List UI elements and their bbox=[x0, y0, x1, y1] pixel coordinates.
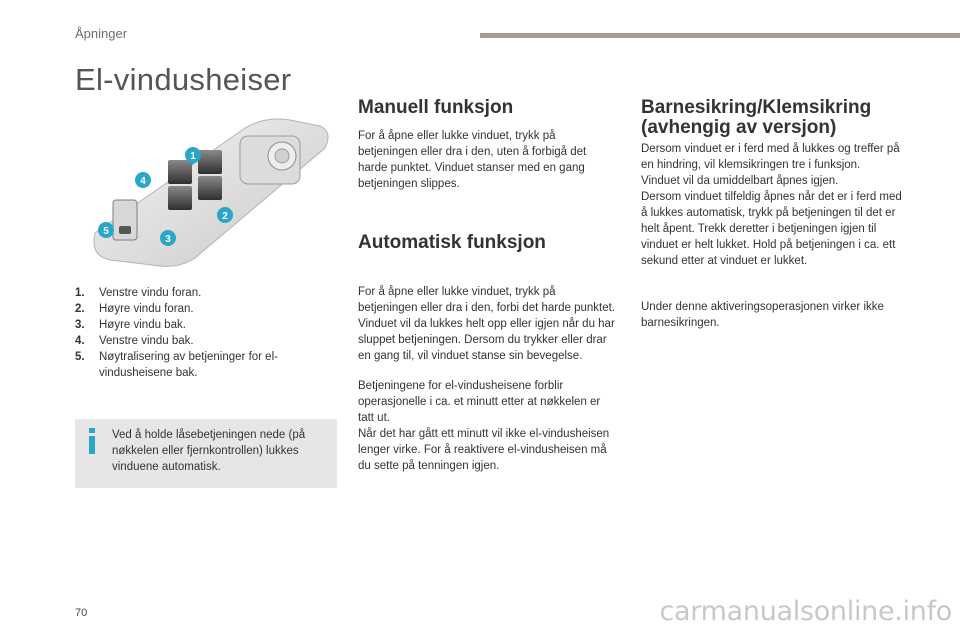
callout-2 bbox=[217, 207, 233, 223]
mirror-control bbox=[240, 136, 300, 184]
legend-item: 2. Høyre vindu foran. bbox=[75, 303, 194, 315]
callout-2-label: 2 bbox=[222, 211, 228, 222]
automatic-heading: Automatisk funksjon bbox=[358, 232, 546, 253]
manual-section bbox=[358, 98, 618, 192]
automatic-section bbox=[358, 233, 618, 474]
header-rule bbox=[480, 33, 960, 38]
legend-item: 3. Høyre vindu bak. bbox=[75, 319, 186, 331]
callout-5 bbox=[98, 222, 114, 238]
automatic-text-1: For å åpne eller lukke vinduet, trykk på betjeningen eller dra i den, forbi det harde punktet. Vinduet vil da lukkes helt opp eller igjen når du har sluppet betjeningen. Dersom du trykker eller drar en gang til, vil vinduet stanse sin bevegelse. bbox=[358, 286, 616, 362]
child-lock-heading-line1: Barnesikring/Klemsikring bbox=[641, 97, 872, 118]
info-text: Ved å holde låsebetjeningen nede (på nøkkelen eller fjernkontrollen) lukkes vinduene automatisk. bbox=[112, 429, 306, 473]
info-box bbox=[75, 419, 337, 488]
legend-list bbox=[75, 285, 337, 381]
callout-3-label: 3 bbox=[165, 234, 171, 245]
child-lock-text-4: Under denne aktiveringsoperasjonen virker ikke barnesikringen. bbox=[641, 301, 884, 329]
info-icon bbox=[85, 428, 99, 454]
automatic-text-2: Betjeningene for el-vindusheisene forblir operasjonelle i ca. et minutt etter at nøkkelen er tatt ut. bbox=[358, 380, 601, 424]
manual-text: For å åpne eller lukke vinduet, trykk på betjeningen eller dra i den, uten å forbigå det harde punktet. Vinduet stanser med en gang betjeningen slippes. bbox=[358, 130, 587, 190]
child-lock-section bbox=[641, 98, 911, 331]
callout-1-label: 1 bbox=[190, 151, 196, 162]
legend-item: 1. Venstre vindu foran. bbox=[75, 287, 202, 299]
child-lock-text-3: Dersom vinduet tilfeldig åpnes når det er i ferd med å lukkes automatisk, trykk på betjeningen til det er helt åpent. Trekk deretter i betjeningen igjen til vinduet er helt lukket. Hold på betjeningen i ca. ett sekund etter at vinduet er lukket. bbox=[641, 191, 902, 267]
callout-3 bbox=[160, 230, 176, 246]
child-lock-text-1: Dersom vinduet er i ferd med å lukkes og treffer på en hindring, vil klemsikringen tre i funksjon. bbox=[641, 143, 900, 171]
legend-item: 4. Venstre vindu bak. bbox=[75, 335, 194, 347]
page-number: 70 bbox=[75, 607, 88, 619]
watermark: carmanualsonline.info bbox=[659, 596, 952, 627]
callout-4 bbox=[135, 172, 151, 188]
child-lock-text-2: Vinduet vil da umiddelbart åpnes igjen. bbox=[641, 175, 839, 187]
window-switch-panel-figure bbox=[75, 108, 337, 268]
child-lock-heading-line2: (avhengig av versjon) bbox=[641, 117, 837, 138]
section-label: Åpninger bbox=[75, 26, 128, 41]
page-title: El-vindusheiser bbox=[75, 62, 292, 97]
callout-4-label: 4 bbox=[140, 176, 146, 187]
manual-heading: Manuell funksjon bbox=[358, 97, 514, 118]
automatic-text-3: Når det har gått ett minutt vil ikke el-vindusheisen lenger virke. For å reaktivere el-vindusheisen må du sette på tenningen igjen. bbox=[358, 428, 610, 472]
legend-item: 5. Nøytralisering av betjeninger for el-vindusheisene bak. bbox=[75, 351, 278, 379]
callout-5-label: 5 bbox=[103, 226, 109, 237]
